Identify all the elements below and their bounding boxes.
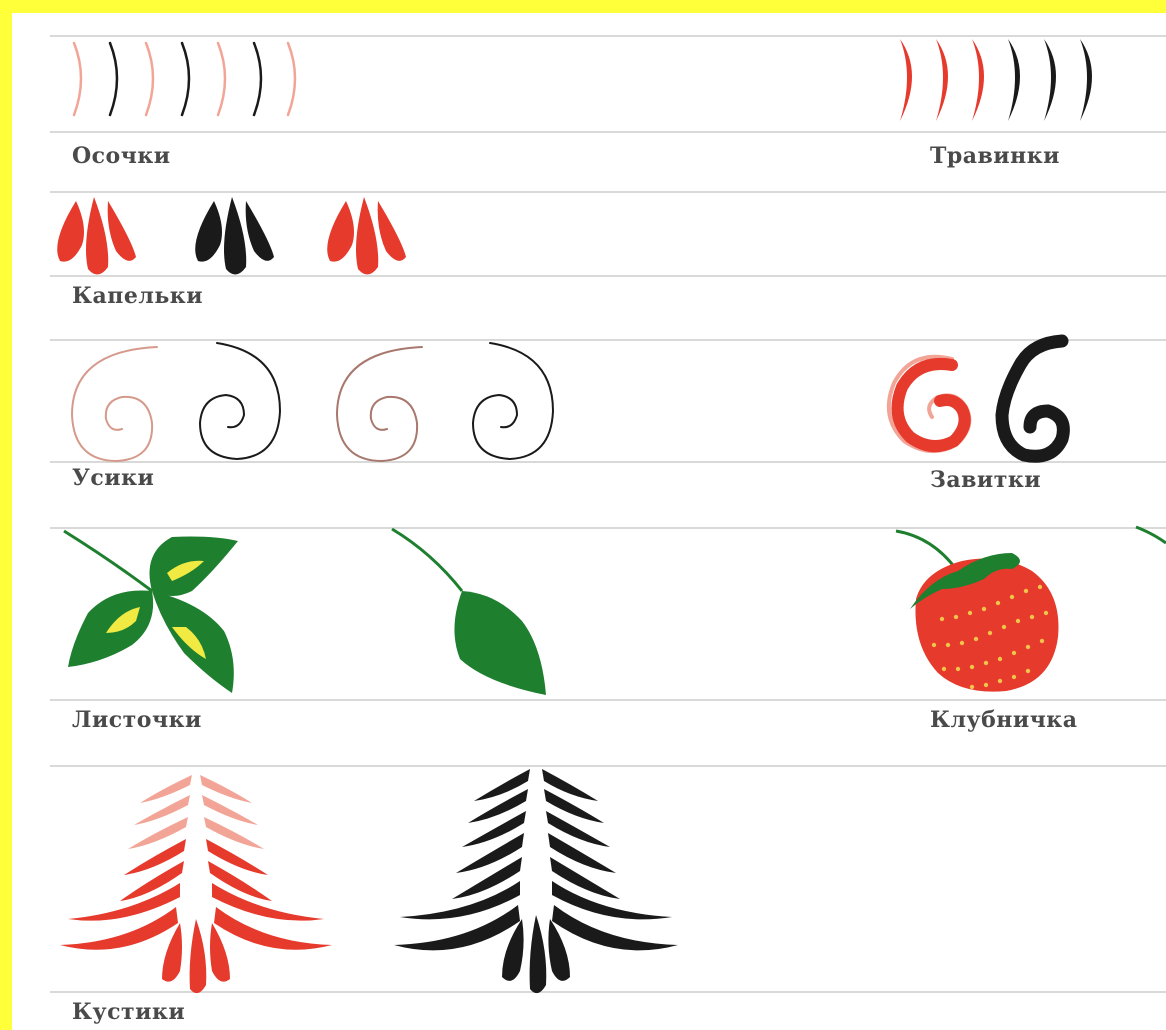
- label-usiki: Усики: [72, 465, 155, 491]
- ornament-sheet: [12, 13, 1166, 1030]
- label-osochki: Осочки: [72, 143, 171, 169]
- usiki-spirals-icon: [72, 343, 553, 461]
- klubnichka-strawberry-icon: [896, 527, 1166, 692]
- travinki-arcs-icon: [900, 39, 1092, 121]
- kustiki-bush-red-icon: [60, 775, 332, 993]
- listochki-leaves-icon: [64, 529, 546, 695]
- zavitki-swirls-icon: [889, 341, 1064, 456]
- kapelki-drops-icon: [57, 197, 406, 275]
- label-kustiki: Кустики: [72, 999, 186, 1025]
- label-zavitki: Завитки: [930, 467, 1042, 493]
- label-kapelki: Капельки: [72, 283, 204, 309]
- kustiki-bush-black-icon: [394, 769, 678, 993]
- osochki-arcs-icon: [74, 43, 295, 115]
- label-klubnichka: Клубничка: [930, 707, 1078, 733]
- label-travinki: Травинки: [930, 143, 1060, 169]
- label-listochki: Листочки: [72, 707, 202, 733]
